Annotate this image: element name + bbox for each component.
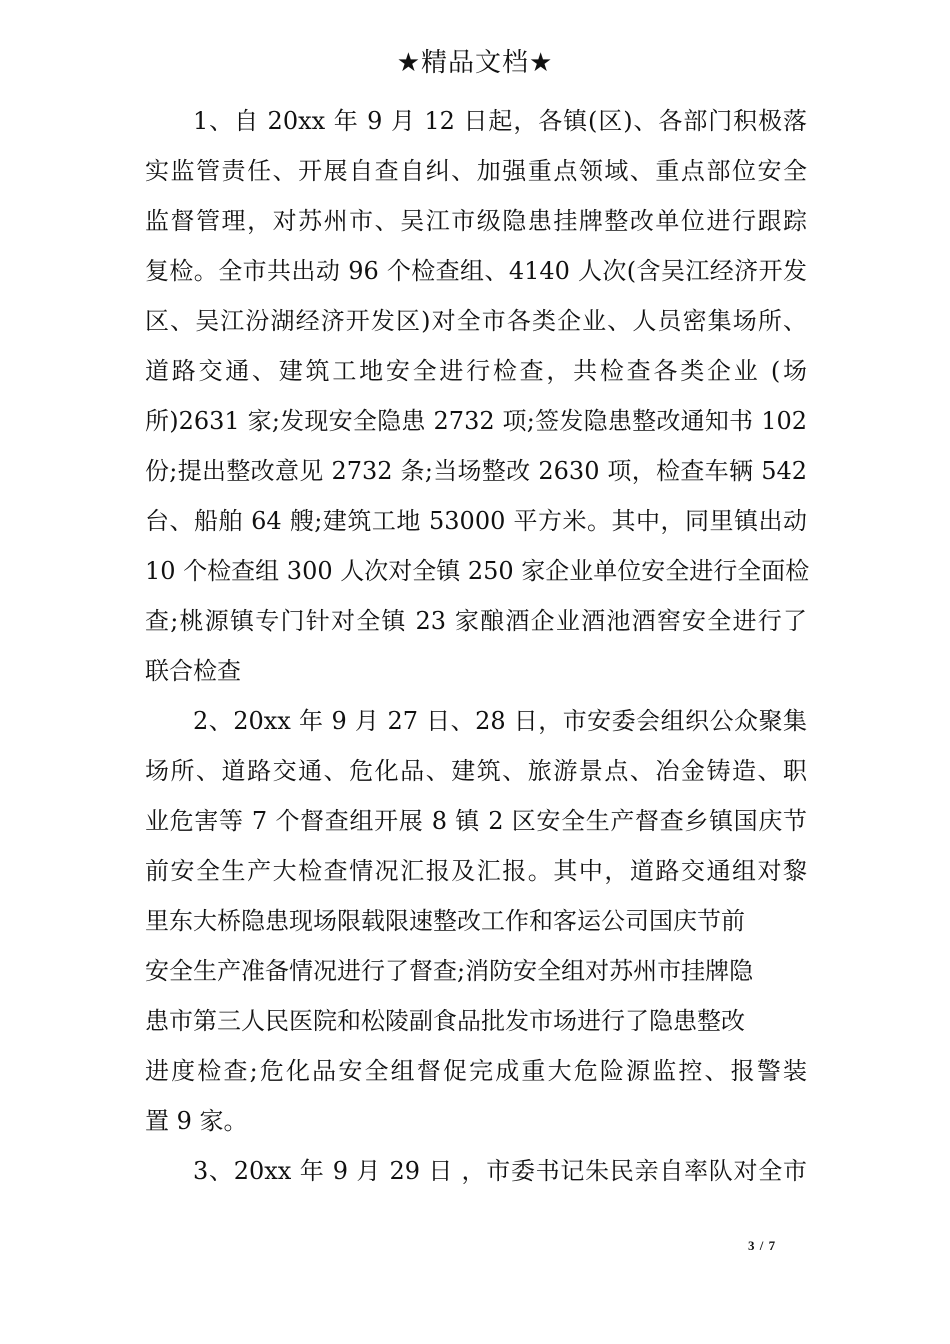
paragraph-line: 里东大桥隐患现场限载限速整改工作和客运公司国庆节前 [145, 907, 745, 935]
paragraph-line: 进度检查;危化品安全组督促完成重大危险源监控、报警装 [145, 1057, 807, 1085]
paragraph-line: 复检。全市共出动 96 个检查组、4140 人次(含吴江经济开发 [145, 257, 807, 285]
paragraph-line: 道路交通、建筑工地安全进行检查，共检查各类企业 (场 [145, 357, 807, 385]
paragraph-line: 份;提出整改意见 2732 条;当场整改 2630 项，检查车辆 542 [145, 457, 807, 485]
paragraph-line: 3、20xx 年 9 月 29 日 ，市委书记朱民亲自率队对全市 [193, 1157, 807, 1185]
document-body [145, 96, 810, 1196]
paragraph-2 [145, 696, 807, 1146]
paragraph-line: 1、自 20xx 年 9 月 12 日起，各镇(区)、各部门积极落 [193, 107, 807, 135]
page-number: 3 / 7 [748, 1238, 777, 1253]
paragraph-line: 实监管责任、开展自查自纠、加强重点领域、重点部位安全 [145, 157, 807, 185]
paragraph-line: 场所、道路交通、危化品、建筑、旅游景点、冶金铸造、职 [145, 757, 807, 785]
paragraph-line: 联合检查 [145, 657, 241, 685]
paragraph-3 [145, 1146, 807, 1196]
paragraph-1 [145, 96, 810, 696]
paragraph-line: 所)2631 家;发现安全隐患 2732 项;签发隐患整改通知书 102 [145, 407, 807, 435]
paragraph-line: 业危害等 7 个督查组开展 8 镇 2 区安全生产督查乡镇国庆节 [145, 807, 807, 835]
paragraph-line: 患市第三人民医院和松陵副食品批发市场进行了隐患整改 [145, 1007, 745, 1035]
paragraph-line: 区、吴江汾湖经济开发区)对全市各类企业、人员密集场所、 [145, 307, 807, 335]
paragraph-line: 安全生产准备情况进行了督查;消防安全组对苏州市挂牌隐 [145, 957, 754, 985]
document-header-title: ★精品文档★ [396, 48, 554, 78]
paragraph-line: 2、20xx 年 9 月 27 日、28 日，市安委会组织公众聚集 [193, 707, 807, 735]
paragraph-line: 置 9 家。 [145, 1107, 248, 1135]
paragraph-line: 台、船舶 64 艘;建筑工地 53000 平方米。其中，同里镇出动 [145, 507, 807, 535]
paragraph-line: 前安全生产大检查情况汇报及汇报。其中，道路交通组对黎 [145, 857, 807, 885]
paragraph-line: 10 个检查组 300 人次对全镇 250 家企业单位安全进行全面检 [145, 557, 810, 585]
paragraph-line: 查;桃源镇专门针对全镇 23 家酿酒企业酒池酒窖安全进行了 [145, 607, 807, 635]
paragraph-line: 监督管理，对苏州市、吴江市级隐患挂牌整改单位进行跟踪 [145, 207, 807, 235]
